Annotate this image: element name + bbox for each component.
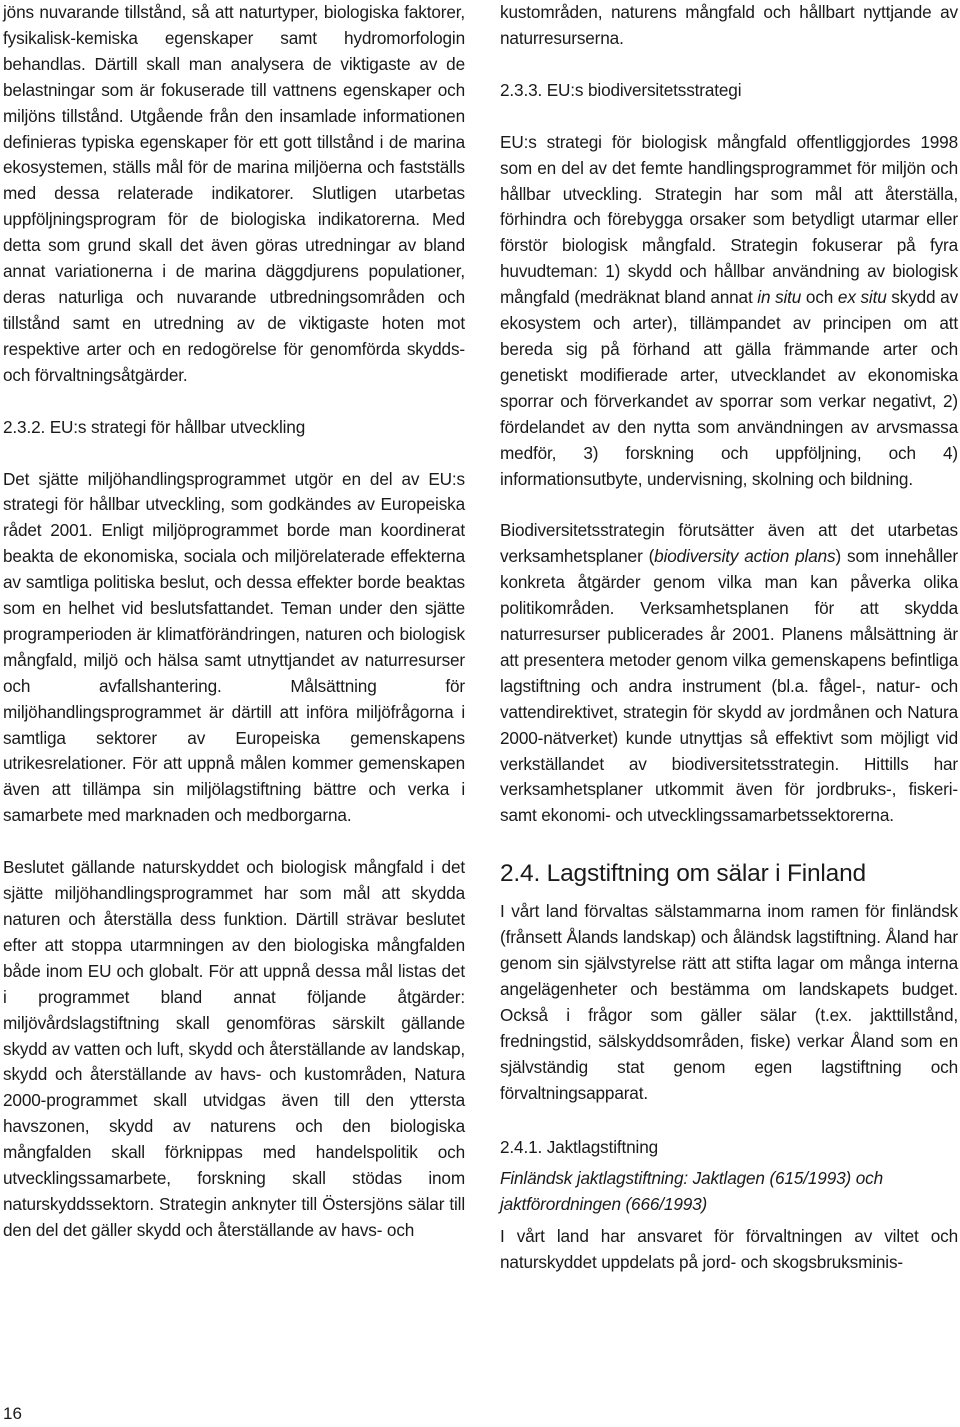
paragraph-intro: jöns nuvarande tillstånd, så att naturtyper, biologiska faktorer, fysikalisk-kemiska egenskaper samt hydromorfologin behandlas. Därtill skall man analysera de viktigaste av de belastningar som är fokuserade till vattnens egenskaper och miljöns tillstånd. Utgående från den insamlade informationen definieras typiska egenskaper för ett gott tillstånd i de marina ekosystemen, ställs mål för de marina miljöerna och fastställs med dessa relaterade indikatorer. Slutligen utarbetas uppföljningsprogram för de biologiska indikatorerna. Med detta som grund skall det även göras utredningar av bland annat variationerna i de marina däggdjurens populationer, deras naturliga och nuvarande utbredningsområden och tillstånd samt en utredning av de viktigaste hoten mot respektive arter och en redogörelse för genomförda skydds- och förvaltningsåtgärder. <box>3 2 465 385</box>
paragraph-2-3-3-second <box>500 518 958 829</box>
text-run: skydd av ekosystem och arter), tillämpandet av principen om att bereda sig på förhand att gälla främmande arter och genetiskt modifierade arter, utvecklandet av ekonomiska sporrar och förverkandet av sporrar som verkar negativt, 2) fördelandet av den nytta som användningen av arvsmassa medför, 3) forskning och uppföljning, och 4) informationsutbyte, undervisning, skolning och bildning. <box>500 287 959 489</box>
paragraph-2-3-2-second: Beslutet gällande naturskyddet och biologisk mångfald i det sjätte miljöhandlingsprogrammet har som mål att skydda naturen och återställa dess funktion. Därtill strävar beslutet efter att stoppa utarmningen av den biologiska mångfalden både inom EU och globalt. För att uppnå dessa mål listas det i programmet bland annat följande åtgärder: miljövårdslagstiftning skall genomföras särskilt gällande skydd av vatten och luft, skydd och återställande av landskap, skydd och återställande av havs- och kustområden, Natura 2000-programmet skall utvidgas även till den yttersta havszonen, skydd av naturens och den biologiska mångfalden skall förknippas med handelspolitik och utvecklingssamarbete, forskning skall stödas inom naturskyddssektorn. Strategin anknyter till Östersjöns sälar till den del det gäller skydd och återställande av havs- och <box>3 857 465 1240</box>
text-run: och <box>801 287 838 308</box>
italic-lead-jaktlagstiftning: Finländsk jaktlagstiftning: Jaktlagen (615/1993) och jaktförordningen (666/1993) <box>500 1168 883 1215</box>
italic-in-situ: in situ <box>757 287 802 308</box>
paragraph-2-4-1: I vårt land har ansvaret för förvaltningen av viltet och naturskyddet uppdelats på jord- och skogsbruksminis- <box>500 1226 958 1273</box>
text-run: ) som innehåller konkreta åtgärder genom vilka man kan påverka olika politikområden. Verksamhetsplanen för att skydda naturresurser publicerades år 2001. Planens målsättning är att presentera metoder genom vilka gemenskapens befintliga lagstiftning och andra instrument (bl.a. fågel-, natur- och vattendirektivet, strategin för skydd av jordmånen och Natura 2000-nätverket) kunde utnyttjas så effektivt som möjligt vid verkställandet av biodiversitetsstrategin. Hittills har verksamhetsplaner utkommit även för jordbruks-, fiskeri- samt ekonomi- och utvecklingssamarbetssektorerna. <box>500 546 958 826</box>
right-column <box>500 0 958 1276</box>
heading-2-4: 2.4. Lagstiftning om sälar i Finland <box>500 860 866 888</box>
paragraph-2-3-3-first <box>500 130 958 493</box>
heading-2-3-3: 2.3.3. EU:s biodiversitetsstrategi <box>500 79 742 100</box>
italic-ex-situ: ex situ <box>837 287 887 308</box>
heading-2-4-1: 2.4.1. Jaktlagstiftning <box>500 1136 659 1157</box>
text-run: EU:s strategi för biologisk mångfald offentliggjordes 1998 som en del av det femte handlingsprogrammet för miljön och hållbar utveckling. Strategin har som mål att återställa, förhindra och förebygga orsaker som betydligt utarmar eller förstör biologisk mångfald. Strategin fokuserar på fyra huvudteman: 1) skydd och hållbar användning av biologisk mångfald (medräknat bland annat <box>500 131 958 308</box>
paragraph-2-3-2-first: Det sjätte miljöhandlingsprogrammet utgör en del av EU:s strategi för hållbar utveckling, som godkändes av Europeiska rådet 2001. Enligt miljöprogrammet borde man koordinerat beakta de ekonomiska, sociala och miljörelaterade effekterna av samtliga politiska beslut, och dessa effekter borde beaktas som en helhet vid beslutsfattandet. Teman under den sjätte programperioden är klimatförändringen, naturen och biologisk mångfald, miljö och hälsa samt utnyttjandet av naturresurser och avfallshantering. Målsättning för miljöhandlingsprogrammet är därtill att införa miljöfrågorna i samtliga sektorer av Europeiska gemenskapens utrikesrelationer. För att uppnå målen kommer gemenskapen även att tillämpa sin miljölagstiftning bättre och verka i samarbete med marknaden och medborgarna. <box>3 468 465 826</box>
paragraph-2-4: I vårt land förvaltas sälstammarna inom ramen för finländsk (frånsett Ålands landskap) och åländsk lagstiftning. Åland har genom sin självstyrelse rätt att stifta lagar om många interna angelägenheter och bestämma om landskapets budget. Också i frågor som gäller sälar (t.ex. jakttillstånd, fredningstid, sälskyddsområden, fiske) verkar Åland som en självständig stat genom egen lagstiftning och förvaltningsapparat. <box>500 901 958 1103</box>
italic-biodiversity-action-plans: biodiversity action plans <box>654 546 836 567</box>
text-run: Biodiversitetsstrategin förutsätter även att det utarbetas verksamhetsplaner ( <box>500 520 958 567</box>
page-number: 16 <box>3 1404 22 1423</box>
left-column <box>3 0 465 1244</box>
paragraph-continuation: kustområden, naturens mångfald och hållbart nyttjande av naturresurserna. <box>500 2 958 48</box>
heading-2-3-2: 2.3.2. EU:s strategi för hållbar utveckling <box>3 416 306 437</box>
